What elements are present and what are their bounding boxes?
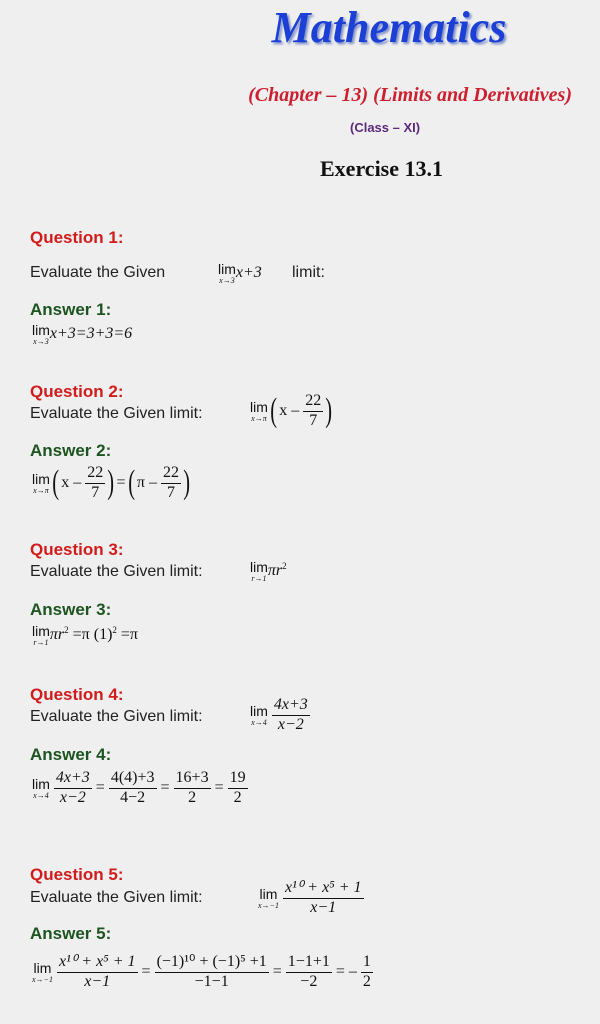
chapter-heading: (Chapter – 13) (Limits and Derivatives) [248, 84, 572, 106]
answer-2-label: Answer 2: [30, 441, 112, 460]
answer-3-expression: lim r→1 $\pi r^2 =\pi$ $(1)^2 =\pi$ [32, 623, 139, 647]
question-3-expression: lim r→1 $\pi r^2$ [250, 559, 287, 583]
question-4-label: Question 4: [30, 685, 124, 704]
question-1-label: Question 1: [30, 228, 124, 247]
question-1-prompt-end: limit: [292, 264, 325, 281]
question-2-label: Question 2: [30, 382, 124, 401]
question-2-expression: lim x→π ( x – $\frac{22}{7}$ ) [250, 392, 333, 430]
question-5-label: Question 5: [30, 865, 124, 884]
question-3-prompt: Evaluate the Given limit: [30, 563, 203, 580]
question-2-prompt: Evaluate the Given limit: [30, 405, 203, 422]
answer-5-label: Answer 5: [30, 924, 112, 943]
answer-2-expression: lim x→π ( x – $\frac{22}{7}$ ) =( π – $\frac{22}{7}$ ) [32, 464, 191, 502]
answer-1-expression: lim x→3 x+3=3+3=6 [32, 322, 133, 346]
question-1-prompt: Evaluate the Given [30, 264, 166, 281]
question-5-prompt: Evaluate the Given limit: [30, 889, 203, 906]
question-5-expression: lim x→−1 $\frac{\text{x¹⁰ + x⁵ + 1}}{x-1}$ [258, 879, 362, 916]
class-label: (Class – XI) [350, 120, 421, 135]
question-4-expression: lim x→4 $\frac{4x+3}{x-2}$ [250, 696, 308, 733]
question-4-prompt: Evaluate the Given limit: [30, 708, 203, 725]
question-1-expression: lim x→3 x+3 [218, 261, 262, 285]
page-title: Mathematics [271, 3, 507, 52]
answer-4-label: Answer 4: [30, 745, 112, 764]
answer-1-label: Answer 1: [30, 300, 112, 319]
answer-5-expression: lim x→−1 $\frac{\text{x¹⁰ + x⁵ + 1}}{x-1}$ = $\frac{\text{(−1)¹⁰ + (−1)⁵ +1}}{-1-1}$ = $\frac{1-1+1}{-2}$ = – $\frac{1}{2}$ [32, 953, 371, 990]
answer-4-expression: lim x→4 $\frac{4x+3}{x-2}$ = $\frac{4(4)+3}{4-2}$ = $\frac{16+3}{2}$ = $\frac{19}{2}$ [32, 769, 246, 806]
question-3-label: Question 3: [30, 540, 124, 559]
answer-3-label: Answer 3: [30, 600, 112, 619]
exercise-heading: Exercise 13.1 [320, 156, 444, 181]
